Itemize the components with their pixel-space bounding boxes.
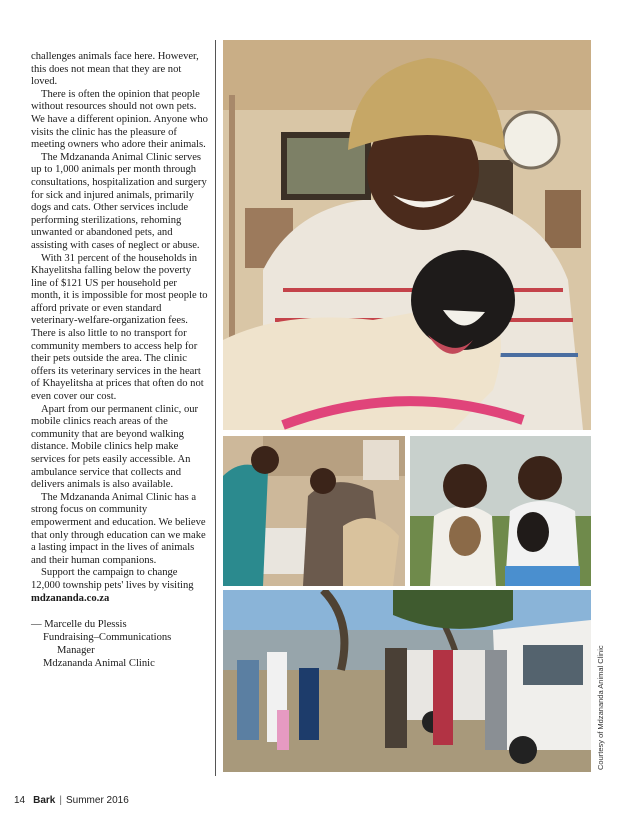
author-name: — Marcelle du Plessis: [31, 619, 127, 631]
article-paragraph: With 31 percent of the households in Khayelitsha falling below the poverty line of $121 US per household per month, it is impossible for most people to afford private or even standard veterinary-welfare-organization fees. There is also little to no transport for community members to access help for their pets outside the area. The clinic offers its veterinary services in the heart of Khayelitsha at prices that often do not even cover our cost.: [31, 252, 208, 403]
article-paragraph: Apart from our permanent clinic, our mobile clinics reach areas of the community that are beyond walking distance. Mobile clinics help make services for pets easily accessible. An ambulance service that collects and delivers animals is also available.: [31, 403, 199, 491]
article-paragraph: The Mdzananda Animal Clinic has a strong focus on community empowerment and education. We believe that only through education can we make a lasting impact in the lives of animals and their human companions.: [31, 491, 206, 566]
article-paragraph: The Mdzananda Animal Clinic serves up to 1,000 animals per month through consultations, hospitalization and surgery for sick and injured animals, primarily dogs and cats. Other services include performing sterilizations, rehoming unwanted or abandoned pets, and assisting with cases of neglect or abuse.: [31, 151, 207, 251]
article-paragraph: There is often the opinion that people without resources should not own pets. We have a different opinion. Anyone who visits the clinic has the pleasure of meeting owners who adore their animals.: [31, 88, 208, 151]
photo-credit: Courtesy of Mdzananda Animal Clinic: [596, 645, 605, 770]
page-footer: [14, 795, 129, 806]
footer-separator: |: [59, 795, 62, 806]
article-column: [31, 51, 208, 670]
photo-children-with-puppies: [410, 436, 591, 586]
column-divider: [215, 40, 216, 776]
article-paragraph: challenges animals face here. However, this does not mean that they are not loved.: [31, 51, 199, 88]
issue-date: Summer 2016: [65, 795, 129, 806]
signature-block: [31, 619, 208, 670]
photo-clinic-interior: [223, 436, 405, 586]
author-title-cont: Manager: [57, 644, 95, 656]
photo-mobile-clinic: [223, 590, 591, 772]
website-link[interactable]: mdzananda.co.za: [31, 592, 110, 604]
author-org: Mdzananda Animal Clinic: [43, 657, 155, 669]
photo-woman-with-dog: [223, 40, 591, 430]
article-paragraph: Support the campaign to change 12,000 township pets' lives by visiting: [31, 567, 194, 591]
magazine-name: Bark: [33, 795, 56, 806]
author-title: Fundraising–Communications: [43, 631, 172, 643]
page-number: 14: [14, 795, 26, 806]
